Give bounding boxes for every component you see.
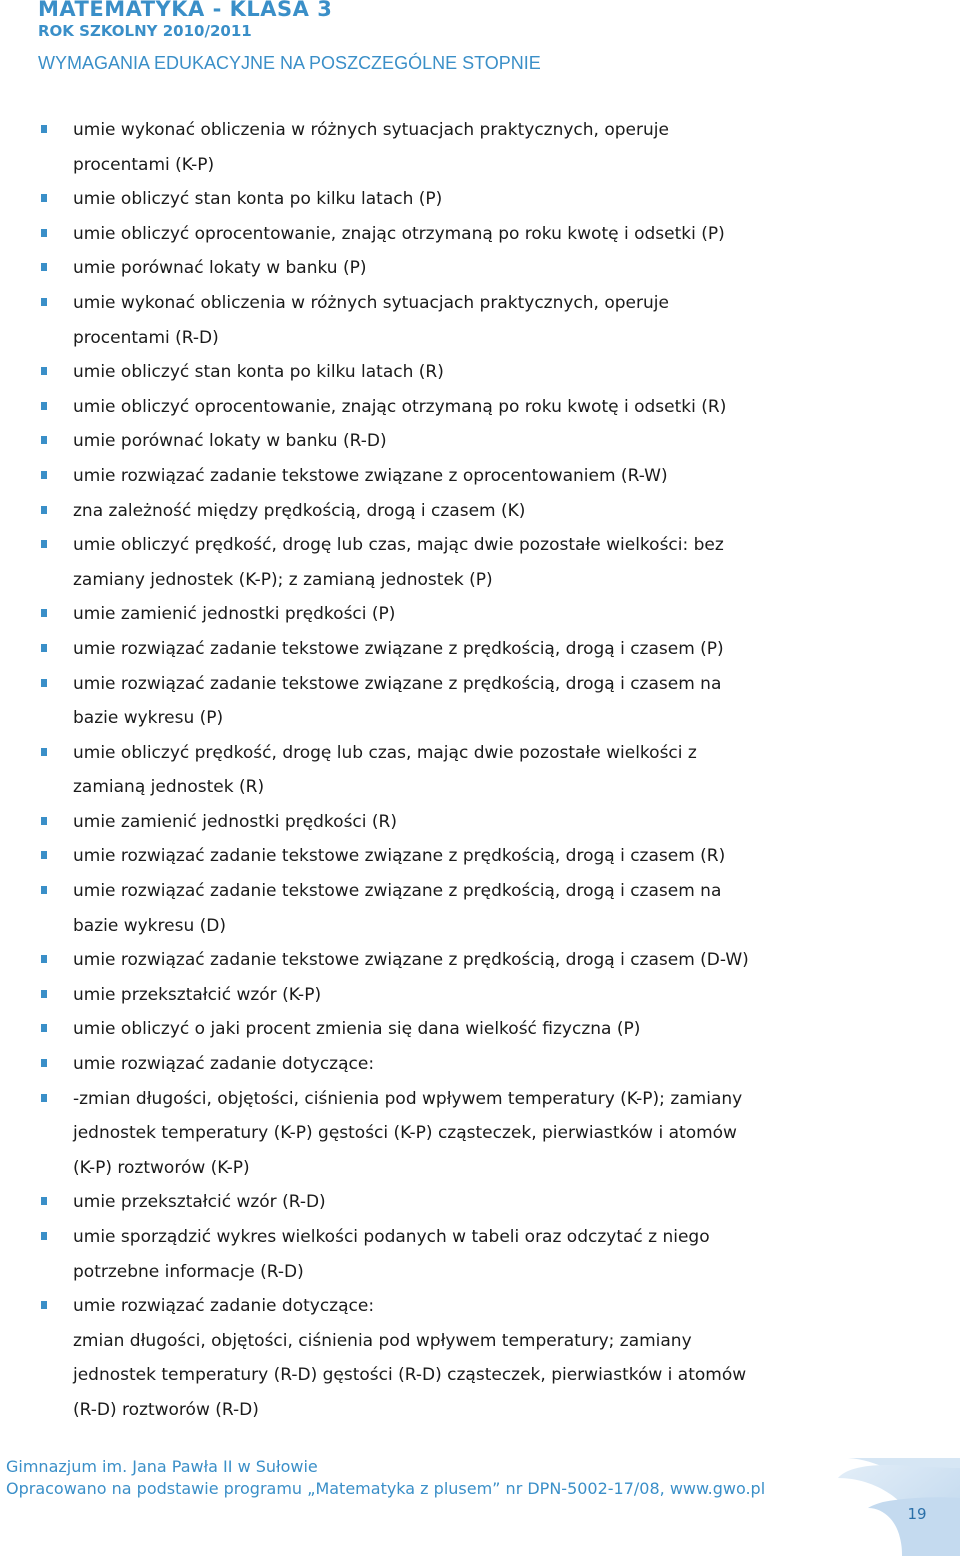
list-item	[0, 1012, 900, 1047]
square-bullet-icon	[41, 229, 47, 237]
list-item	[0, 251, 900, 286]
list-item	[0, 1220, 900, 1289]
list-item	[0, 632, 900, 667]
list-item-text: umie sporządzić wykres wielkości podanych w tabeli oraz odczytać z niego	[73, 1227, 710, 1247]
list-item	[0, 839, 900, 874]
list-item-text: bazie wykresu (P)	[73, 708, 224, 729]
list-item	[0, 667, 900, 736]
list-item-text: zna zależność między prędkością, drogą i czasem (K)	[73, 500, 526, 521]
square-bullet-icon	[41, 1059, 47, 1067]
square-bullet-icon	[41, 990, 47, 998]
list-item	[0, 113, 900, 182]
page-header	[38, 0, 541, 74]
list-item	[0, 1289, 900, 1324]
list-item	[0, 1185, 900, 1220]
list-item-text: procentami (R-D)	[73, 327, 219, 348]
list-item-text: umie wykonać obliczenia w różnych sytuacjach praktycznych, operuje	[73, 120, 669, 140]
list-item-text: umie porównać lokaty w banku (R-D)	[73, 431, 387, 452]
list-item-text: umie rozwiązać zadanie tekstowe związane z prędkością, drogą i czasem (R)	[73, 846, 726, 867]
square-bullet-icon	[41, 955, 47, 963]
list-item	[0, 424, 900, 459]
list-item	[0, 1082, 900, 1186]
list-item	[0, 943, 900, 978]
list-item-text: umie przekształcić wzór (R-D)	[73, 1192, 326, 1213]
list-item	[0, 217, 900, 252]
square-bullet-icon	[41, 1232, 47, 1240]
list-item-text: bazie wykresu (D)	[73, 915, 226, 936]
list-item-text: jednostek temperatury (K-P) gęstości (K-P) cząsteczek, pierwiastków i atomów	[73, 1123, 737, 1144]
list-item-text: zamiany jednostek (K-P); z zamianą jednostek (P)	[73, 569, 493, 590]
square-bullet-icon	[41, 506, 47, 514]
footer-school: Gimnazjum im. Jana Pawła II w Sułowie	[6, 1457, 318, 1476]
square-bullet-icon	[41, 471, 47, 479]
list-item-text: (R-D) roztworów (R-D)	[73, 1399, 259, 1420]
list-item-text: procentami (K-P)	[73, 154, 215, 175]
list-item-text: umie rozwiązać zadanie dotyczące:	[73, 1296, 375, 1317]
square-bullet-icon	[41, 402, 47, 410]
list-item-text: umie porównać lokaty w banku (P)	[73, 258, 367, 279]
square-bullet-icon	[41, 367, 47, 375]
list-item	[0, 390, 900, 425]
list-item	[0, 182, 900, 217]
list-item-text: jednostek temperatury (R-D) gęstości (R-D) cząsteczek, pierwiastków i atomów	[73, 1365, 747, 1386]
square-bullet-icon	[41, 1094, 47, 1102]
square-bullet-icon	[41, 125, 47, 133]
square-bullet-icon	[41, 679, 47, 687]
list-item	[0, 528, 900, 597]
square-bullet-icon	[41, 1197, 47, 1205]
list-item-text: umie rozwiązać zadanie tekstowe związane z prędkością, drogą i czasem na	[73, 673, 722, 694]
list-item-text: zamianą jednostek (R)	[73, 777, 265, 798]
list-item	[0, 805, 900, 840]
square-bullet-icon	[41, 644, 47, 652]
requirements-list	[0, 113, 900, 1428]
list-item-text: umie obliczyć prędkość, drogę lub czas, mając dwie pozostałe wielkości z	[73, 742, 697, 763]
list-item-text: (K-P) roztworów (K-P)	[73, 1157, 250, 1178]
square-bullet-icon	[41, 1024, 47, 1032]
square-bullet-icon	[41, 436, 47, 444]
list-item-text: umie rozwiązać zadanie tekstowe związane z prędkością, drogą i czasem (P)	[73, 638, 724, 659]
page-number: 19	[907, 1505, 927, 1523]
square-bullet-icon	[41, 748, 47, 756]
list-item-text: umie rozwiązać zadanie tekstowe związane z prędkością, drogą i czasem na	[73, 881, 722, 902]
square-bullet-icon	[41, 263, 47, 271]
list-item-text: zmian długości, objętości, ciśnienia pod wpływem temperatury; zamiany	[73, 1330, 692, 1351]
square-bullet-icon	[41, 194, 47, 202]
list-item-text: umie zamienić jednostki prędkości (P)	[73, 604, 396, 625]
square-bullet-icon	[41, 298, 47, 306]
list-item-text: umie obliczyć prędkość, drogę lub czas, mając dwie pozostałe wielkości: bez	[73, 535, 724, 556]
square-bullet-icon	[41, 817, 47, 825]
footer-source: Opracowano na podstawie programu „Matematyka z plusem” nr DPN-5002-17/08, www.gwo.pl	[6, 1479, 766, 1498]
list-item	[0, 874, 900, 943]
list-item	[0, 1324, 900, 1428]
square-bullet-icon	[41, 851, 47, 859]
page-footer	[6, 1456, 765, 1500]
square-bullet-icon	[41, 1301, 47, 1309]
list-item-text: umie rozwiązać zadanie tekstowe związane z prędkością, drogą i czasem (D-W)	[73, 950, 749, 971]
section-subtitle: WYMAGANIA EDUKACYJNE NA POSZCZEGÓLNE STOPNIE	[38, 53, 541, 73]
list-item	[0, 494, 900, 529]
list-item	[0, 736, 900, 805]
list-item-text: umie obliczyć stan konta po kilku latach (R)	[73, 362, 444, 383]
list-item	[0, 978, 900, 1013]
list-item-text: -zmian długości, objętości, ciśnienia pod wpływem temperatury (K-P); zamiany	[73, 1088, 743, 1109]
square-bullet-icon	[41, 886, 47, 894]
list-item-text: potrzebne informacje (R-D)	[73, 1261, 304, 1282]
list-item-text: umie wykonać obliczenia w różnych sytuacjach praktycznych, operuje	[73, 292, 669, 313]
list-item	[0, 355, 900, 390]
square-bullet-icon	[41, 540, 47, 548]
list-item-text: umie obliczyć oprocentowanie, znając otrzymaną po roku kwotę i odsetki (R)	[73, 396, 727, 417]
list-item	[0, 459, 900, 494]
list-item-text: umie obliczyć o jaki procent zmienia się dana wielkość fizyczna (P)	[73, 1019, 641, 1040]
list-item	[0, 1047, 900, 1082]
list-item	[0, 597, 900, 632]
school-year: ROK SZKOLNY 2010/2011	[38, 22, 252, 40]
list-item-text: umie przekształcić wzór (K-P)	[73, 984, 322, 1005]
list-item-text: umie rozwiązać zadanie tekstowe związane z oprocentowaniem (R-W)	[73, 465, 668, 486]
list-item-text: umie obliczyć stan konta po kilku latach (P)	[73, 189, 443, 210]
list-item-text: umie zamienić jednostki prędkości (R)	[73, 811, 397, 832]
doc-title: MATEMATYKA - KLASA 3	[38, 0, 333, 21]
list-item-text: umie rozwiązać zadanie dotyczące:	[73, 1054, 375, 1075]
list-item	[0, 286, 900, 355]
list-item-text: umie obliczyć oprocentowanie, znając otrzymaną po roku kwotę i odsetki (P)	[73, 223, 725, 244]
square-bullet-icon	[41, 609, 47, 617]
